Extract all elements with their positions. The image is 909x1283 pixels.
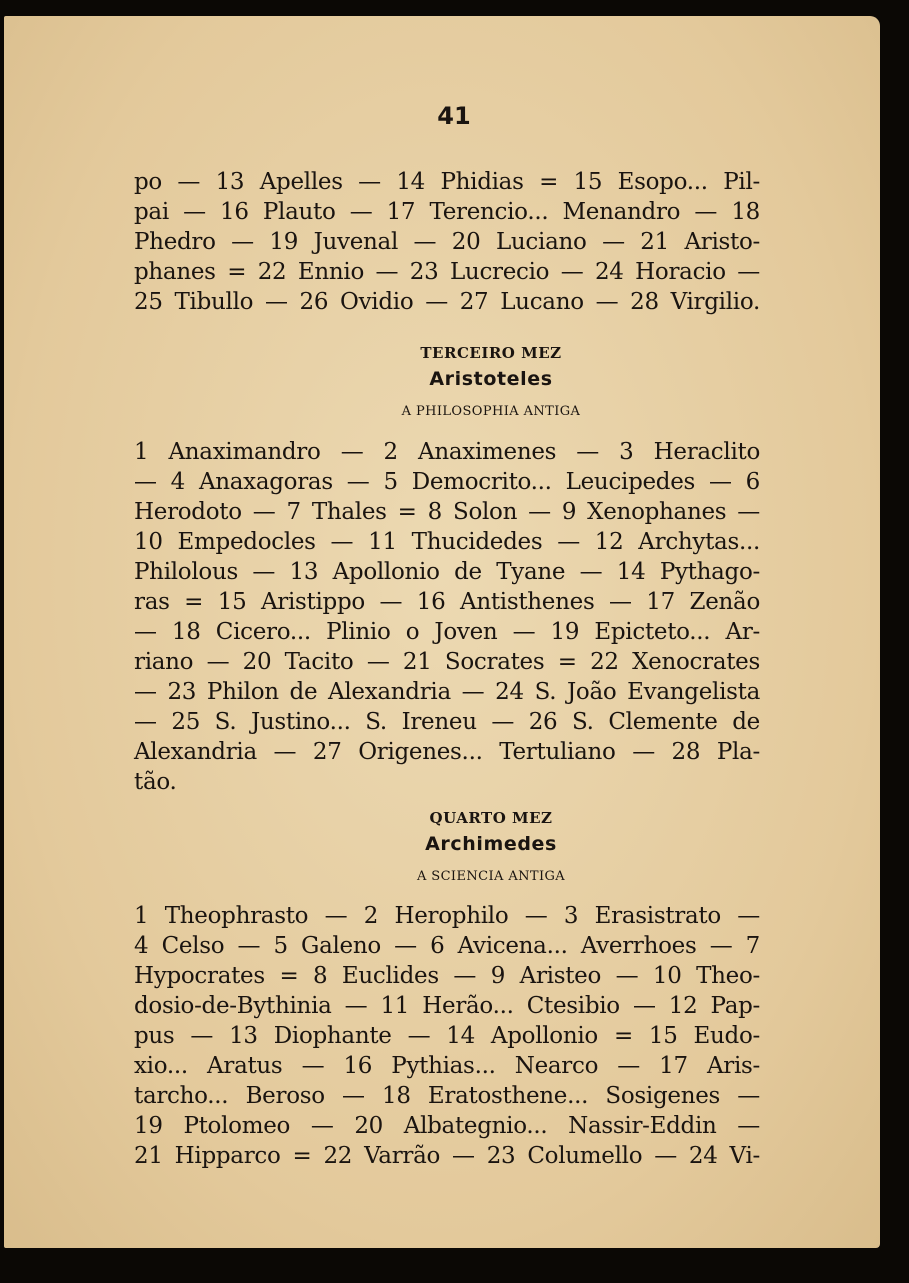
text-line: Hypocrates = 8 Euclides — 9 Aristeo — 10 Theo- bbox=[134, 963, 760, 989]
text-line: 19 Ptolomeo — 20 Albategnio... Nassir-Eddin — bbox=[134, 1113, 760, 1139]
text-line: 1 Theophrasto — 2 Herophilo — 3 Erasistrato — bbox=[134, 903, 760, 929]
subject-heading: A PHILOSOPHIA ANTIGA bbox=[401, 404, 581, 419]
text-line: po — 13 Apelles — 14 Phidias = 15 Esopo... Pil- bbox=[134, 169, 760, 195]
text-line: — 18 Cicero... Plinio o Joven — 19 Epicteto... Ar- bbox=[134, 619, 760, 645]
text-line: tão. bbox=[134, 769, 177, 795]
text-line: — 4 Anaxagoras — 5 Democrito... Leucipedes — 6 bbox=[134, 469, 760, 495]
text-line: 4 Celso — 5 Galeno — 6 Avicena... Averrhoes — 7 bbox=[134, 933, 760, 959]
text-line: Herodoto — 7 Thales = 8 Solon — 9 Xenophanes — bbox=[134, 499, 760, 525]
text-line: dosio-de-Bythinia — 11 Herão... Ctesibio — 12 Pap- bbox=[134, 993, 760, 1019]
text-line: pai — 16 Plauto — 17 Terencio... Menandro — 18 bbox=[134, 199, 760, 225]
subject-heading: A SCIENCIA ANTIGA bbox=[416, 869, 566, 884]
patron-heading: Aristoteles bbox=[429, 368, 553, 390]
text-line: 10 Empedocles — 11 Thucidedes — 12 Archytas... bbox=[134, 529, 760, 555]
text-line: pus — 13 Diophante — 14 Apollonio = 15 Eudo- bbox=[134, 1023, 760, 1049]
text-line: xio... Aratus — 16 Pythias... Nearco — 17 Aris- bbox=[134, 1053, 760, 1079]
patron-heading: Archimedes bbox=[425, 833, 557, 855]
text-line: Phedro — 19 Juvenal — 20 Luciano — 21 Aristo- bbox=[134, 229, 760, 255]
text-line: — 23 Philon de Alexandria — 24 S. João Evangelista bbox=[134, 679, 760, 705]
text-line: Philolous — 13 Apollonio de Tyane — 14 Pythago- bbox=[134, 559, 760, 585]
book-page bbox=[4, 16, 880, 1248]
text-line: 21 Hipparco = 22 Varrão — 23 Columello — 24 Vi- bbox=[134, 1143, 760, 1169]
text-line: — 25 S. Justino... S. Ireneu — 26 S. Clemente de bbox=[134, 709, 760, 735]
text-line: ras = 15 Aristippo — 16 Antisthenes — 17 Zenão bbox=[134, 589, 760, 615]
text-line: tarcho... Beroso — 18 Eratosthene... Sosigenes — bbox=[134, 1083, 760, 1109]
text-line: phanes = 22 Ennio — 23 Lucrecio — 24 Horacio — bbox=[134, 259, 760, 285]
text-line: Alexandria — 27 Origenes... Tertuliano — 28 Pla- bbox=[134, 739, 760, 765]
month-heading: QUARTO MEZ bbox=[429, 809, 553, 827]
text-line: riano — 20 Tacito — 21 Socrates = 22 Xenocrates bbox=[134, 649, 760, 675]
month-heading: TERCEIRO MEZ bbox=[420, 344, 562, 362]
page-number: 41 bbox=[437, 102, 471, 130]
text-line: 1 Anaximandro — 2 Anaximenes — 3 Heraclito bbox=[134, 439, 760, 465]
text-line: 25 Tibullo — 26 Ovidio — 27 Lucano — 28 Virgilio. bbox=[134, 289, 760, 315]
